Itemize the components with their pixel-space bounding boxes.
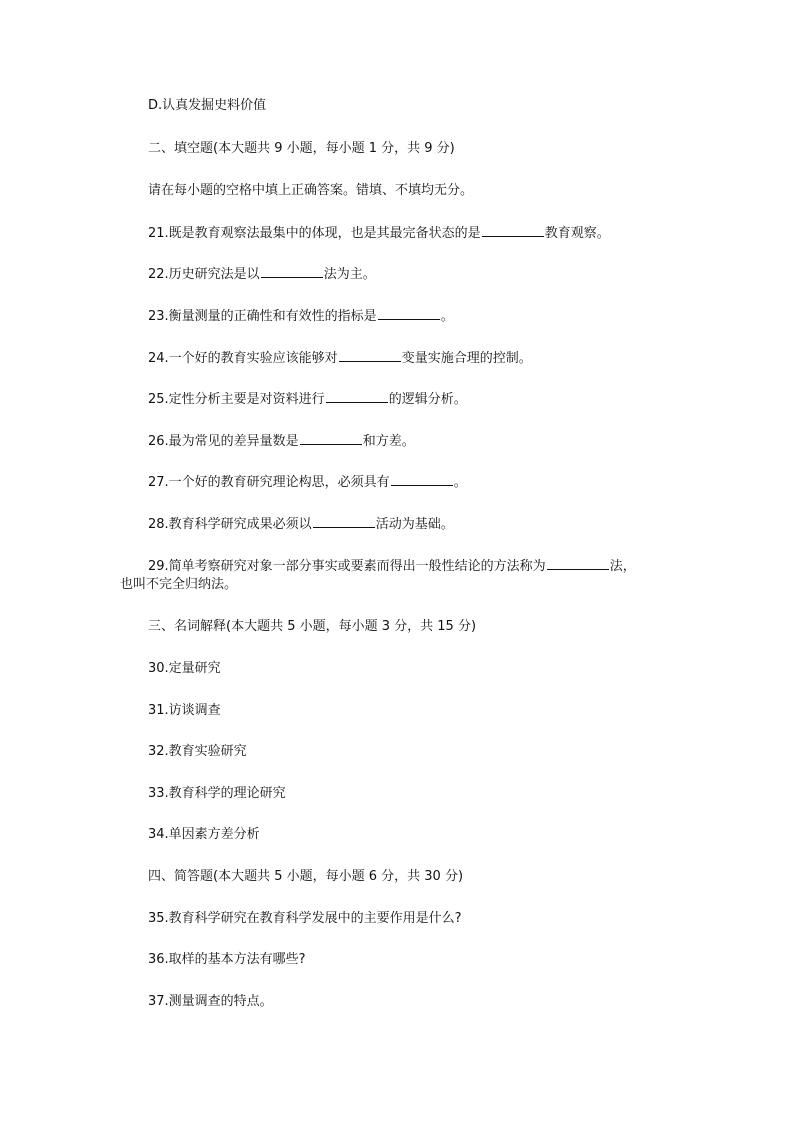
question-24 bbox=[148, 349, 532, 367]
question-37: 37.测量调查的特点。 bbox=[148, 994, 273, 1009]
option-d: D.认真发掘史料价值 bbox=[148, 98, 267, 113]
question-28-tail: 活动为基础。 bbox=[375, 517, 454, 532]
question-26-text: 26.最为常见的差异量数是 bbox=[148, 434, 299, 449]
question-29-text: 29.简单考察研究对象一部分事实或要素而得出一般性结论的方法称为 bbox=[148, 559, 546, 574]
answer-blank bbox=[300, 432, 362, 445]
question-33: 33.教育科学的理论研究 bbox=[148, 786, 286, 801]
question-23-text: 23.衡量测量的正确性和有效性的指标是 bbox=[148, 309, 377, 324]
answer-blank bbox=[378, 307, 440, 320]
section-3-heading: 三、名词解释(本大题共 5 小题，每小题 3 分，共 15 分) bbox=[148, 619, 477, 634]
answer-blank bbox=[261, 265, 323, 278]
answer-blank bbox=[326, 390, 388, 403]
question-29-tail: 法， bbox=[609, 559, 636, 574]
question-22 bbox=[148, 265, 376, 283]
question-32: 32.教育实验研究 bbox=[148, 744, 247, 759]
question-29-continuation: 也叫不完全归纳法。 bbox=[120, 577, 238, 592]
question-21-tail: 教育观察。 bbox=[544, 226, 610, 241]
question-24-tail: 变量实施合理的控制。 bbox=[401, 351, 532, 366]
answer-blank bbox=[482, 224, 544, 237]
answer-blank bbox=[339, 349, 401, 362]
question-22-tail: 法为主。 bbox=[323, 267, 376, 282]
section-4-heading: 四、简答题(本大题共 5 小题，每小题 6 分，共 30 分) bbox=[148, 869, 464, 884]
question-23-tail: 。 bbox=[440, 309, 454, 324]
question-23 bbox=[148, 307, 454, 325]
question-21 bbox=[148, 224, 610, 242]
answer-blank bbox=[313, 515, 375, 528]
question-26 bbox=[148, 432, 415, 450]
section-2-heading: 二、填空题(本大题共 9 小题，每小题 1 分，共 9 分) bbox=[148, 141, 455, 156]
question-30: 30.定量研究 bbox=[148, 661, 221, 676]
question-34: 34.单因素方差分析 bbox=[148, 827, 260, 842]
question-35: 35.教育科学研究在教育科学发展中的主要作用是什么? bbox=[148, 911, 462, 926]
question-24-text: 24.一个好的教育实验应该能够对 bbox=[148, 351, 338, 366]
question-27-tail: 。 bbox=[453, 475, 467, 490]
question-27 bbox=[148, 473, 467, 491]
answer-blank bbox=[547, 557, 609, 570]
question-28 bbox=[148, 515, 454, 533]
question-28-text: 28.教育科学研究成果必须以 bbox=[148, 517, 312, 532]
question-22-text: 22.历史研究法是以 bbox=[148, 267, 260, 282]
answer-blank bbox=[391, 473, 453, 486]
question-25 bbox=[148, 390, 467, 408]
question-25-text: 25.定性分析主要是对资料进行 bbox=[148, 392, 325, 407]
question-29 bbox=[148, 557, 636, 575]
question-27-text: 27.一个好的教育研究理论构思，必须具有 bbox=[148, 475, 390, 490]
question-26-tail: 和方差。 bbox=[362, 434, 415, 449]
question-21-text: 21.既是教育观察法最集中的体现，也是其最完备状态的是 bbox=[148, 226, 481, 241]
section-2-instruction: 请在每小题的空格中填上正确答案。错填、不填均无分。 bbox=[148, 183, 474, 198]
question-36: 36.取样的基本方法有哪些? bbox=[148, 952, 306, 967]
question-25-tail: 的逻辑分析。 bbox=[388, 392, 467, 407]
question-31: 31.访谈调查 bbox=[148, 703, 221, 718]
